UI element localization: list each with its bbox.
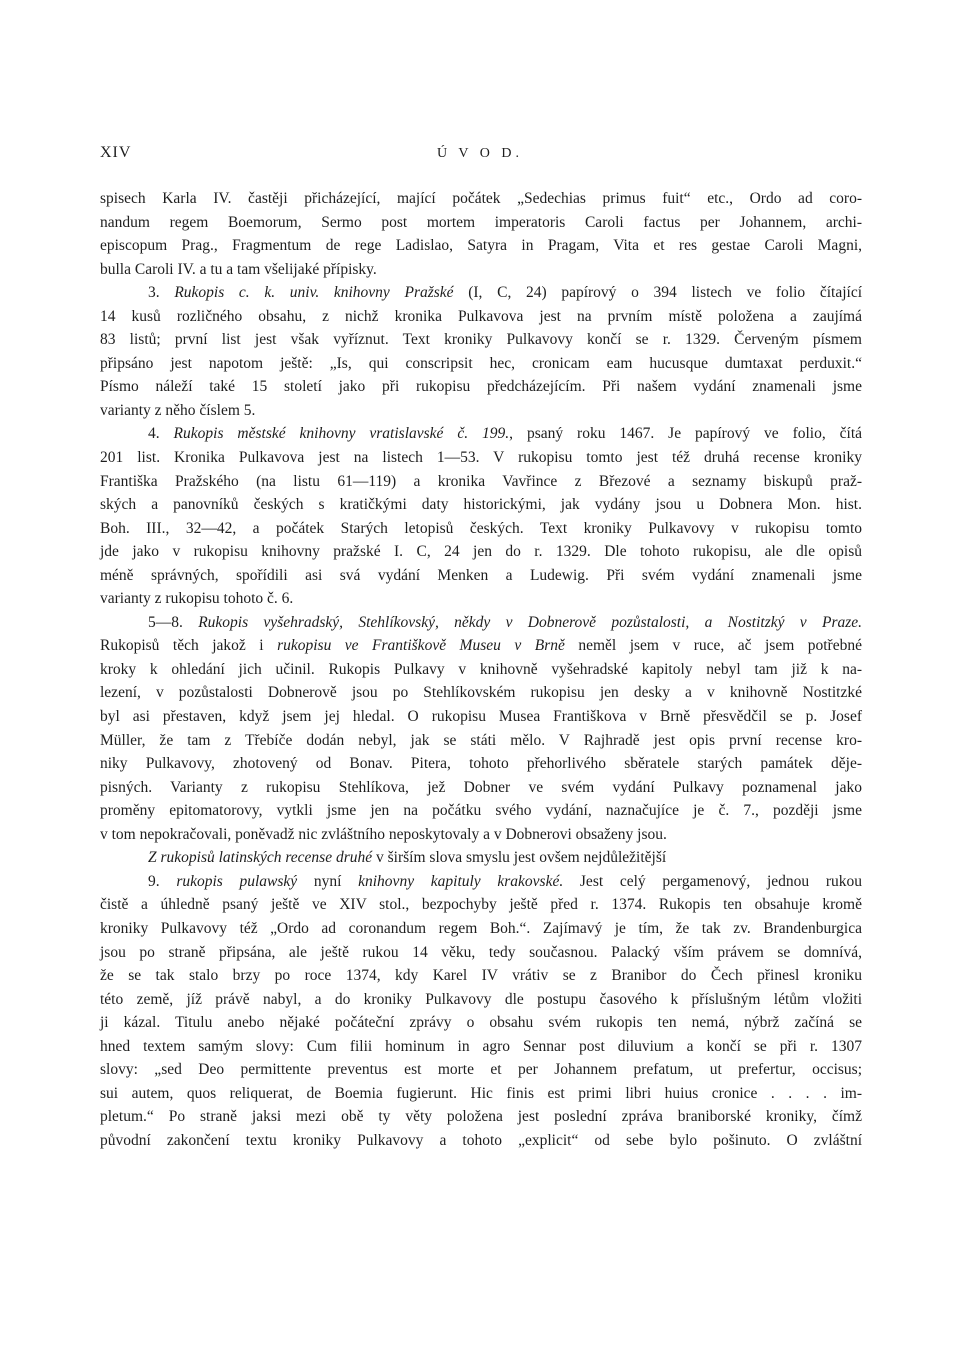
italic-text: Rukopis c. k. univ. knihovny Pražské (174, 284, 454, 302)
text-segment: jde jako v rukopisu knihovny pražské I. C, 24 jen do r. 1329. Dle tohoto rukopisu, ale dle opisů (100, 543, 862, 561)
text-segment: varianty z rukopisu tohoto č. 6. (100, 590, 294, 608)
running-head: Ú V O D. (437, 146, 523, 161)
text-segment: že se tak stalo brzy po roce 1374, kdy Karel IV vrátiv se z Branibor do Čech přinesl kroniku (100, 967, 862, 985)
text-segment: kroky k ohledání jich učinil. Rukopis Pulkavy v knihovně vyšehradské kapitoly nebyl tam již k na- (100, 660, 862, 678)
text-line (100, 328, 862, 352)
text-line (100, 211, 862, 235)
text-segment: ji kázal. Titulu anebo nějaké počáteční zprávy o obsahu svém rukopis ten nemá, nýbrž začíná se (100, 1014, 862, 1032)
text-segment: spisech Karla IV. častěji přicházející, mající počátek „Sedechias primus fuit“ etc., Ordo ad coro- (100, 190, 862, 207)
text-line (100, 493, 862, 517)
text-line (100, 399, 862, 423)
text-line (100, 1011, 862, 1035)
text-line (100, 1105, 862, 1129)
text-segment: 4. (148, 425, 174, 443)
text-line (100, 611, 862, 635)
text-segment: 83 listů; první list jest však vyříznut. Text kroniky Pulkavovy končí se r. 1329. Červeným písmem (100, 331, 862, 349)
text-segment: sui autem, quos reliquerat, de Boemia fugierunt. Hic finis est primi libri huius cronice . . . . im- (100, 1084, 862, 1102)
text-line (100, 281, 862, 305)
text-segment: varianty z něho číslem 5. (100, 401, 256, 419)
text-line (100, 917, 862, 941)
italic-text: rukopis pulawský (176, 872, 298, 890)
italic-text: Z rukopisů latinských recense druhé (148, 849, 373, 867)
text-line (100, 634, 862, 658)
text-segment: Boh. III., 32—42, a počátek Starých letopisů českých. Text kroniky Pulkavovy v rukopisu tomto (100, 519, 862, 537)
text-segment: 3. (148, 284, 175, 302)
text-segment: 9. (148, 872, 177, 890)
text-line (100, 705, 862, 729)
text-line (100, 234, 862, 258)
text-segment: slovy: „sed Deo permittente preventus est morte et per Johannem prefatum, ut prefertur, occisus; (100, 1061, 862, 1079)
text-line (100, 352, 862, 376)
text-line (100, 1058, 862, 1082)
text-line (100, 1082, 862, 1106)
text-line (100, 587, 862, 611)
text-segment: byl asi přestaven, když jsem jej hledal. O rukopisu Musea Františkova v Brně přesvědčil se p. Josef (100, 708, 862, 726)
text-line (100, 752, 862, 776)
text-segment: pisných. Varianty z rukopisu Stehlíkova, jež Dobner ve svém vydání Pulkavy poznamenal jako (100, 778, 862, 796)
body-text (100, 187, 862, 1152)
text-line (100, 422, 862, 446)
italic-text: Rukopis městské knihovny vratislavské č. 199. (173, 425, 510, 443)
text-line (100, 823, 862, 847)
text-segment: lezení, v pozůstalosti Dobnerově jsou po Stehlíkovském rukopisu jen desky a v knihovně Nostitzké (100, 684, 862, 702)
text-line (100, 305, 862, 329)
text-line (100, 258, 862, 282)
text-segment: pletum.“ Po straně jaksi mezi obě ty věty položena jest poslední zpráva braniborské kroniky, čímž (100, 1108, 862, 1126)
text-segment: proměny epitomatorovy, vytkli jsme jen na počátku svého vydání, naznačujíce je č. 7., později jsme (100, 802, 862, 820)
text-line (100, 375, 862, 399)
page-number: XIV (100, 144, 132, 161)
text-segment: Františka Pražského (na listu 61—119) a kronika Vavřince z Březové a seznamy biskupů praž- (100, 472, 862, 490)
text-segment: (I, C, 24) papírový o 394 listech ve folio čítající (453, 284, 863, 302)
text-line (100, 893, 862, 917)
text-segment: nandum regem Boemorum, Sermo post mortem imperatoris Caroli factus per Johannem, archi- (100, 213, 862, 231)
text-segment: 5—8. (148, 613, 199, 631)
text-line (100, 1035, 862, 1059)
text-line (100, 540, 862, 564)
text-segment: episcopum Prag., Fragmentum de rege Ladislao, Satyra in Pragam, Vita et res gestae Caroli Magni, (100, 237, 862, 255)
italic-text: Rukopis vyšehradský, Stehlíkovský, někdy v Dobnerově pozůstalosti, a Nostitzký v Praze. (198, 613, 863, 631)
italic-text: rukopisu ve Františkově Museu v Brně (277, 637, 565, 655)
text-line (100, 964, 862, 988)
text-line (100, 681, 862, 705)
text-segment: , psaný roku 1467. Je papírový ve folio, čítá (509, 425, 863, 443)
text-segment: bulla Caroli IV. a tu a tam všelijaké přípisky. (100, 260, 377, 278)
text-segment: této země, jíž právě nabyl, a do kroniky Pulkavovy dle postupu časového k příslušným létům vložiti (100, 990, 862, 1008)
text-segment: niky Pulkavovy, zhotovený od Bonav. Pitera, tohoto přehorlivého sběratele starých památek děje- (100, 755, 862, 773)
text-line (100, 517, 862, 541)
text-line (100, 729, 862, 753)
text-segment: neměl jsem v ruce, ač jsem potřebné (564, 637, 862, 655)
text-segment: Müller, že tam z Třebíče dodán nebyl, jak se státi mělo. V Rajhradě jest opis první recense kro- (100, 731, 862, 749)
text-line (100, 870, 862, 894)
text-segment: Jest celý pergamenový, jednou rukou (563, 872, 863, 890)
text-segment: nyní (297, 872, 359, 890)
text-line (100, 564, 862, 588)
text-line (100, 846, 862, 870)
text-line (100, 470, 862, 494)
text-segment: Písmo náleží také 15 století jako při rukopisu předcházejícím. Při našem vydání znamenali jsme (100, 378, 862, 396)
text-line (100, 776, 862, 800)
text-line (100, 988, 862, 1012)
text-line (100, 941, 862, 965)
text-segment: v tom nepokračovali, poněvadž nic zvláštního neposkytovaly a v Dobnerovi obsaženy jsou. (100, 825, 667, 843)
text-segment: kroniky Pulkavovy též „Ordo ad coronandum regem Boh.“. Zajímavý je tím, že tak zv. Brandenburgica (100, 919, 862, 937)
italic-text: knihovny kapituly krakovské. (358, 872, 564, 890)
text-segment: ských a panovníků českých s kratičkými daty historickými, jak vydány jsou u Dobnera Mon. hist. (100, 496, 862, 514)
text-line (100, 1129, 862, 1153)
text-line (100, 799, 862, 823)
text-segment: Rukopisů těch jakož i (100, 637, 278, 655)
text-segment: původní zakončení textu kroniky Pulkavovy a tohoto „explicit“ od sebe bylo pošinuto. O zvláštní (100, 1131, 862, 1149)
text-segment: méně správných, spořídili asi svá vydání Menken a Ludewig. Při svém vydání znamenali jsme (100, 566, 862, 584)
text-segment: hned textem samým slovy: Cum filii hominum in agro Sennar post diluvium a končí se při r. 1307 (100, 1037, 862, 1055)
text-segment: v širším slova smyslu jest ovšem nejdůležitější (372, 849, 667, 867)
text-line (100, 446, 862, 470)
text-line (100, 187, 862, 211)
text-line (100, 658, 862, 682)
text-segment: připsáno jest napotom ještě: „Is, qui conscripsit hec, cronicam eam hucusque dumtaxat perduxit.“ (100, 354, 862, 372)
text-segment: 14 kusů rozličného obsahu, z nichž kronika Pulkavova jest na prvním místě položena a zaujímá (100, 307, 862, 325)
text-segment: 201 list. Kronika Pulkavova jest na listech 1—53. V rukopisu tomto jest též druhá recense kroniky (100, 449, 862, 467)
text-segment: čistě a úhledně psaný ještě ve XIV stol., bezpochyby ještě před r. 1374. Rukopis ten obsahuje kromě (100, 896, 862, 914)
text-segment: jsou po straně připsána, ale ještě rukou 14 věku, tedy současnou. Palacký vším právem se domnívá, (100, 943, 862, 961)
